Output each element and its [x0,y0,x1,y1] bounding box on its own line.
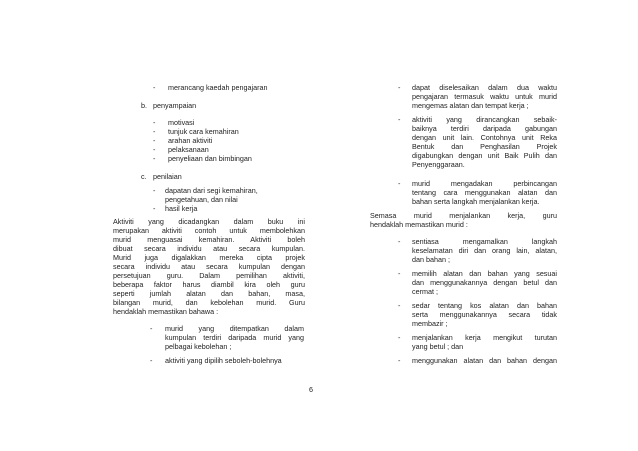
paragraph-line: merupakan aktiviti contoh untuk membolehkan [113,226,305,235]
paragraph-line: beberapa faktor harus diambil kira oleh guru [113,280,305,289]
bullet-dash: - [153,83,156,92]
list-item: arahan aktiviti [168,136,213,145]
list-item-line: cermat ; [412,287,438,296]
bullet-dash: - [398,115,401,124]
list-item-line: serta menggunakannya secara tidak [412,310,557,319]
bullet-dash: - [398,237,401,246]
section-title: penyampaian [153,101,197,110]
bullet-dash: - [153,186,156,195]
list-item-line: yang betul ; dan [412,342,464,351]
list-item-line: murid yang ditempatkan dalam [165,324,304,333]
bullet-dash: - [398,356,401,365]
list-item-line: mengemas alatan dan tempat kerja ; [412,101,529,110]
paragraph-line: persetujuan guru. Dalam pemilihan aktiviti, [113,271,305,280]
paragraph-line: dibuat secara individu atau secara kumpulan. [113,244,305,253]
bullet-dash: - [153,118,156,127]
bullet-dash: - [398,83,401,92]
page-number: 6 [309,385,313,394]
paragraph-line: bilangan murid, dan kebolehan murid. Guru [113,298,305,307]
list-item-line: baiknya terdiri daripada gabungan [412,124,557,133]
bullet-dash: - [153,136,156,145]
list-item-line: pengajaran termasuk waktu untuk murid [412,92,557,101]
list-item-line: Bentuk dan Penghasilan Projek [412,142,557,151]
list-item-line: sedar tentang kos alatan dan bahan [412,301,557,310]
paragraph-line: secara individu atau secara kumpulan dengan [113,262,305,271]
list-item: penyeliaan dan bimbingan [168,154,252,163]
list-item-line: Penyenggaraan. [412,160,465,169]
list-item: tunjuk cara kemahiran [168,127,239,136]
paragraph-line: Murid juga digalakkan mereka cipta projek [113,253,305,262]
list-item-line: membazir ; [412,319,448,328]
bullet-dash: - [153,127,156,136]
paragraph-line: murid menguasai kemahiran. Aktiviti boleh [113,235,305,244]
list-item: hasil kerja [165,204,198,213]
list-item-line: sentiasa mengamalkan langkah [412,237,557,246]
list-item-line: dan bahan ; [412,255,450,264]
bullet-dash: - [398,301,401,310]
list-item: merancang kaedah pengajaran [168,83,268,92]
section-title: penilaian [153,172,182,181]
paragraph-line: Aktiviti yang dicadangkan dalam buku ini [113,217,305,226]
list-item-line: bahan serta langkah menjalankan kerja. [412,197,540,206]
list-item-line: kumpulan terdiri daripada murid yang [165,333,304,342]
bullet-dash: - [153,204,156,213]
list-item-line: dapat diselesaikan dalam dua waktu [412,83,557,92]
bullet-dash: - [398,333,401,342]
list-item-line: menjalankan kerja mengikut turutan [412,333,557,342]
bullet-dash: - [150,324,153,333]
list-item-line: menggunakan alatan dan bahan dengan [412,356,557,365]
list-item-line: tentang cara menggunakan alatan dan [412,188,557,197]
list-item: motivasi [168,118,195,127]
paragraph-line: seperti jumlah alatan dan bahan, masa, [113,289,305,298]
list-item-line: keselamatan diri dan orang lain, alatan, [412,246,557,255]
list-item-line: pengetahuan, dan nilai [165,195,238,204]
paragraph-line: hendaklah memastikan murid : [370,220,468,229]
paragraph-line: hendaklah memastikan bahawa : [113,307,219,316]
bullet-dash: - [398,269,401,278]
bullet-dash: - [153,154,156,163]
bullet-dash: - [150,356,153,365]
list-item-line: memilih alatan dan bahan yang sesuai [412,269,557,278]
list-item-line: dan menggunakannya dengan betul dan [412,278,557,287]
list-item: pelaksanaan [168,145,209,154]
section-label: c. [141,172,147,181]
list-item-line: digabungkan dengan unit Baik Pulih dan [412,151,557,160]
list-item-line: dapatan dari segi kemahiran, [165,186,258,195]
section-label: b. [141,101,147,110]
list-item-line: aktiviti yang dipilih seboleh-bolehnya [165,356,282,365]
bullet-dash: - [398,179,401,188]
list-item-line: aktiviti yang dirancangkan sebaik- [412,115,557,124]
list-item-line: pelbagai kebolehan ; [165,342,232,351]
list-item-line: dengan unit lain. Contohnya unit Reka [412,133,557,142]
list-item-line: murid mengadakan perbincangan [412,179,557,188]
paragraph-line: Semasa murid menjalankan kerja, guru [370,211,557,220]
bullet-dash: - [153,145,156,154]
